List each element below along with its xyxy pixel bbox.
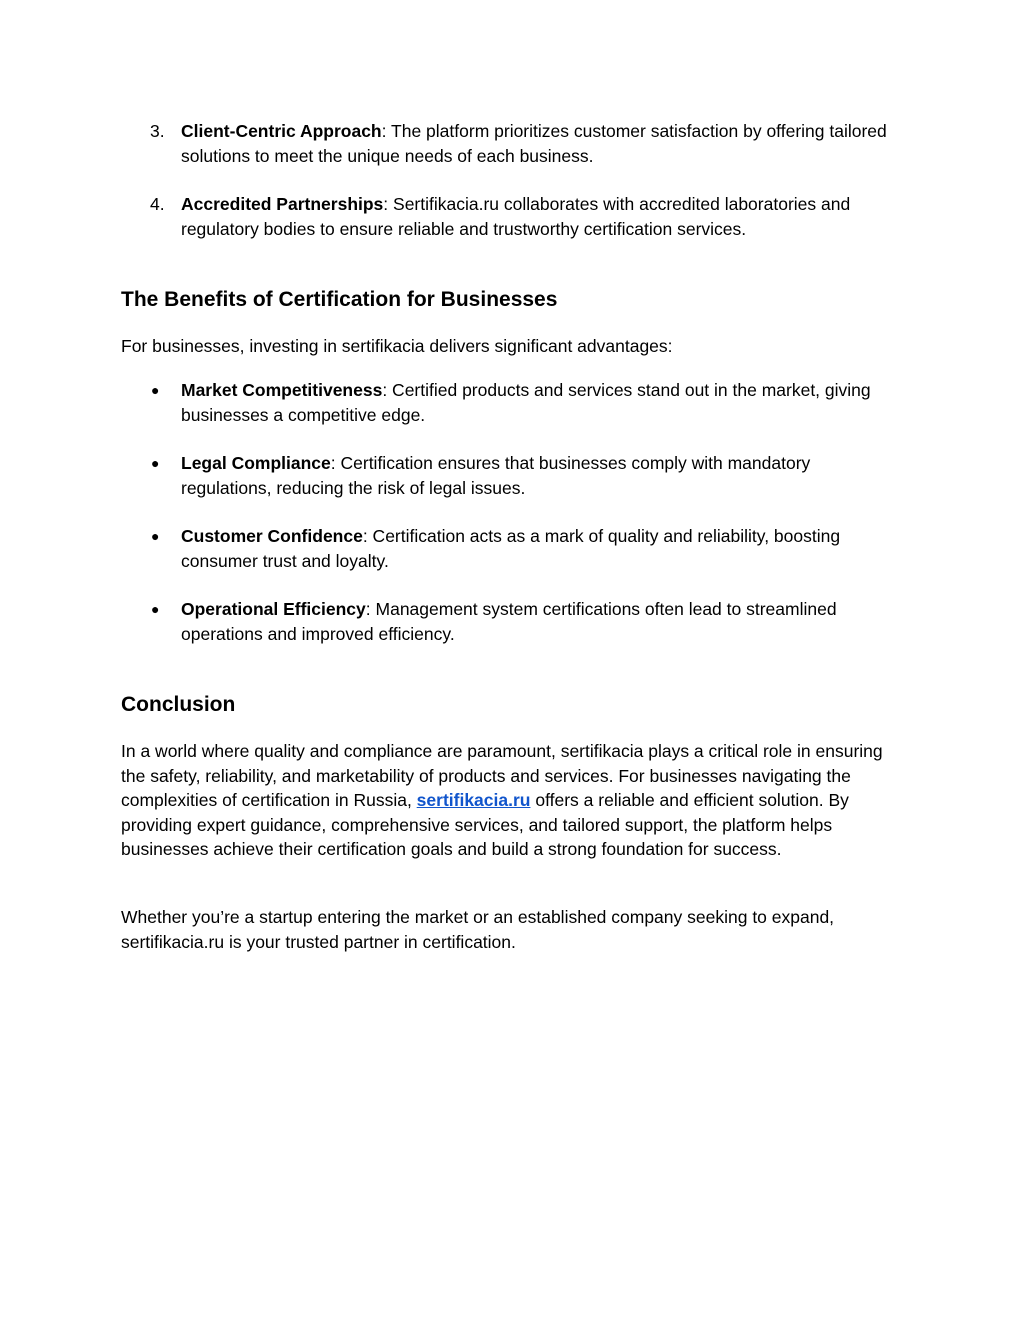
sertifikacia-link[interactable]: sertifikacia.ru [416, 790, 531, 810]
list-item-text: : Certification ensures that businesses comply with mandatory regulations, reducing the risk of legal issues. [181, 453, 811, 498]
list-item [0, 192, 1024, 241]
list-number: 3. [150, 121, 165, 141]
conclusion-text-after-link: offers a reliable and efficient solution. By providing expert guidance, comprehensive services, and tailored support, the platform helps businesses achieve their certification goals and build a strong foundation for success. [121, 790, 849, 859]
conclusion-text-before-link: In a world where quality and compliance are paramount, sertifikacia plays a critical role in ensuring the safety, reliability, and marketability of products and services. For businesses navigating the complexities of certification in Russia, [121, 741, 883, 810]
numbered-list [0, 119, 1024, 168]
list-item-term: Accredited Partnerships [181, 194, 384, 214]
list-item-text: : Sertifikacia.ru collaborates with accredited laboratories and regulatory bodies to ensure reliable and trustworthy certification services. [181, 194, 851, 239]
list-item-term: Customer Confidence [181, 526, 363, 546]
list-item [0, 597, 1024, 646]
bullet-list [0, 524, 1024, 573]
bullet-list [0, 597, 1024, 646]
bullet-icon: ● [151, 528, 160, 544]
list-item-term: Market Competitiveness [181, 380, 383, 400]
bullet-list [0, 451, 1024, 500]
section-heading-benefits: The Benefits of Certification for Businesses [121, 288, 558, 311]
list-item [0, 451, 1024, 500]
list-item-term: Legal Compliance [181, 453, 331, 473]
list-item [0, 378, 1024, 427]
list-item-text: : The platform prioritizes customer satisfaction by offering tailored solutions to meet the unique needs of each business. [181, 121, 887, 166]
list-item [0, 119, 1024, 168]
bullet-icon: ● [151, 382, 160, 398]
list-item [0, 524, 1024, 573]
numbered-list [0, 192, 1024, 241]
list-item-text: : Certified products and services stand out in the market, giving businesses a competitive edge. [181, 380, 871, 425]
benefits-intro: For businesses, investing in sertifikacia delivers significant advantages: [121, 336, 673, 356]
list-item-term: Operational Efficiency [181, 599, 366, 619]
conclusion-paragraph [121, 739, 906, 862]
section-heading-conclusion: Conclusion [121, 693, 236, 716]
bullet-icon: ● [151, 601, 160, 617]
list-item-text: : Certification acts as a mark of quality and reliability, boosting consumer trust and loyalty. [181, 526, 841, 571]
bullet-icon: ● [151, 455, 160, 471]
list-item-term: Client-Centric Approach [181, 121, 382, 141]
list-item-text: : Management system certifications often lead to streamlined operations and improved efficiency. [181, 599, 837, 644]
closing-paragraph: Whether you’re a startup entering the market or an established company seeking to expand, sertifikacia.ru is your trusted partner in certification. [121, 907, 835, 952]
bullet-list [0, 378, 1024, 427]
list-number: 4. [150, 194, 165, 214]
